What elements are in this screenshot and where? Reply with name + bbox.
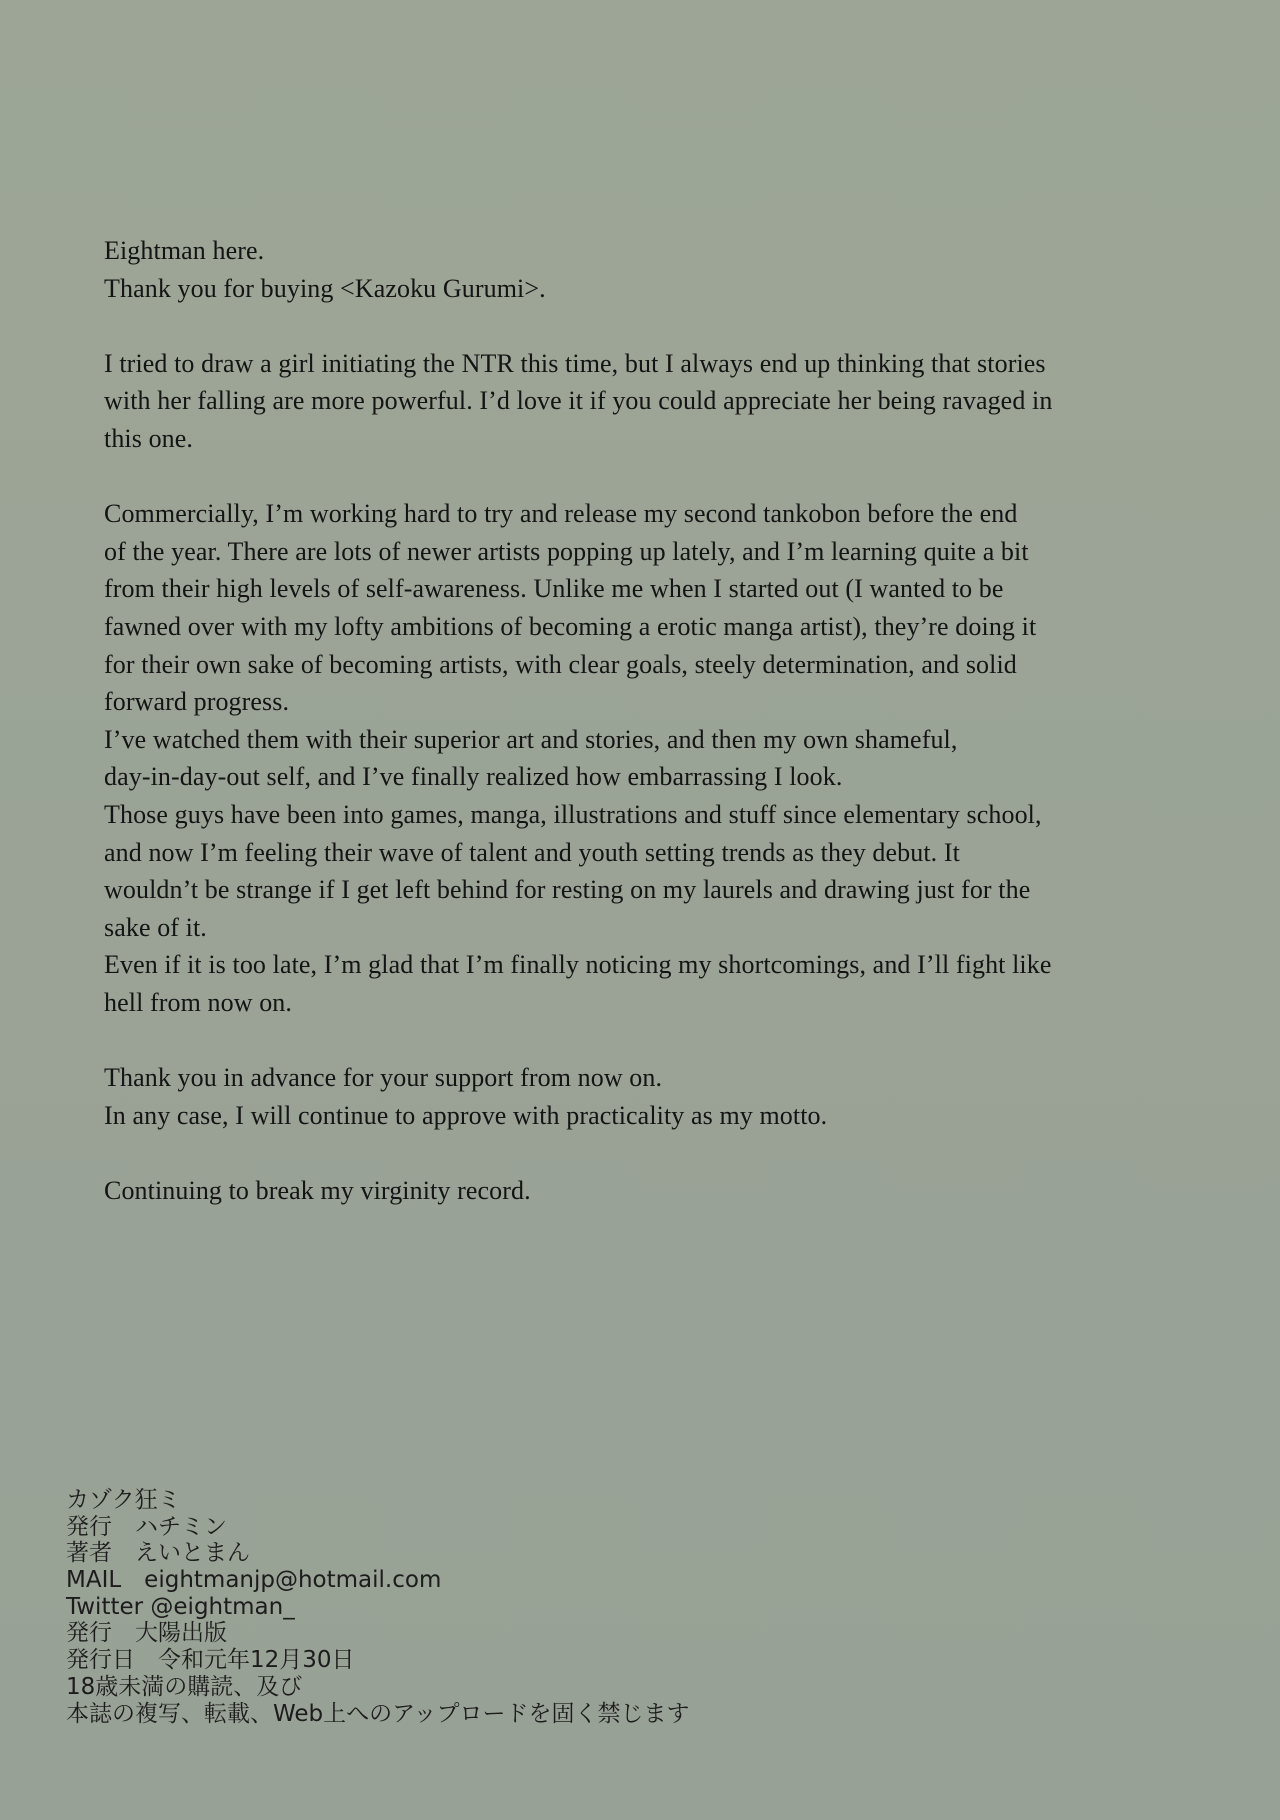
letter-line — [104, 1021, 1204, 1059]
letter-line: fawned over with my lofty ambitions of becoming a erotic manga artist), they’re doing it — [104, 611, 1037, 641]
colophon-notice-copy: 本誌の複写、転載、Web上へのアップロードを固く禁じます — [66, 1700, 690, 1727]
letter-line: I’ve watched them with their superior art and stories, and then my own shameful, — [104, 724, 958, 754]
colophon-publisher-circle: 発行 ハチミン — [66, 1513, 227, 1540]
letter-line: I tried to draw a girl initiating the NTR this time, but I always end up thinking that stories — [104, 348, 1046, 378]
letter-line: this one. — [104, 423, 194, 453]
letter-line — [104, 458, 1204, 496]
letter-line: for their own sake of becoming artists, with clear goals, steely determination, and solid — [104, 649, 1017, 679]
letter-line: Thank you for buying <Kazoku Gurumi>. — [104, 273, 546, 303]
letter-line: Continuing to break my virginity record. — [104, 1175, 531, 1205]
letter-line: Thank you in advance for your support from now on. — [104, 1063, 663, 1093]
letter-line — [104, 1134, 1204, 1172]
letter-line: hell from now on. — [104, 987, 293, 1017]
letter-line: Even if it is too late, I’m glad that I’m finally noticing my shortcomings, and I’ll fight like — [104, 950, 1052, 980]
letter-line: Those guys have been into games, manga, illustrations and stuff since elementary school, — [104, 799, 1042, 829]
letter-line: with her falling are more powerful. I’d love it if you could appreciate her being ravaged in — [104, 386, 1053, 416]
afterword-letter — [104, 232, 1204, 1209]
letter-line — [104, 307, 1204, 345]
letter-line: Eightman here. — [104, 236, 265, 265]
colophon-mail: MAIL eightmanjp@hotmail.com — [66, 1567, 442, 1594]
letter-line: and now I’m feeling their wave of talent and youth setting trends as they debut. It — [104, 837, 960, 867]
letter-line: wouldn’t be strange if I get left behind for resting on my laurels and drawing just for the — [104, 875, 1031, 905]
letter-line: In any case, I will continue to approve with practicality as my motto. — [104, 1100, 828, 1130]
colophon-author: 著者 えいとまん — [66, 1540, 250, 1567]
letter-line: Commercially, I’m working hard to try and release my second tankobon before the end — [104, 499, 1018, 529]
colophon-date: 発行日 令和元年12月30日 — [66, 1647, 355, 1674]
letter-line: day-in-day-out self, and I’ve finally realized how embarrassing I look. — [104, 762, 843, 792]
colophon-title: カゾク狂ミ — [66, 1487, 181, 1513]
colophon-printer: 発行 大陽出版 — [66, 1620, 227, 1647]
colophon-twitter: Twitter @eightman_ — [66, 1593, 295, 1620]
letter-line: sake of it. — [104, 912, 207, 942]
colophon-notice-age: 18歳未満の購読、及び — [66, 1673, 303, 1700]
letter-line: forward progress. — [104, 687, 290, 717]
colophon — [66, 1487, 690, 1727]
letter-line: of the year. There are lots of newer artists popping up lately, and I’m learning quite a bit — [104, 536, 1029, 566]
letter-line: from their high levels of self-awareness. Unlike me when I started out (I wanted to be — [104, 574, 1004, 604]
